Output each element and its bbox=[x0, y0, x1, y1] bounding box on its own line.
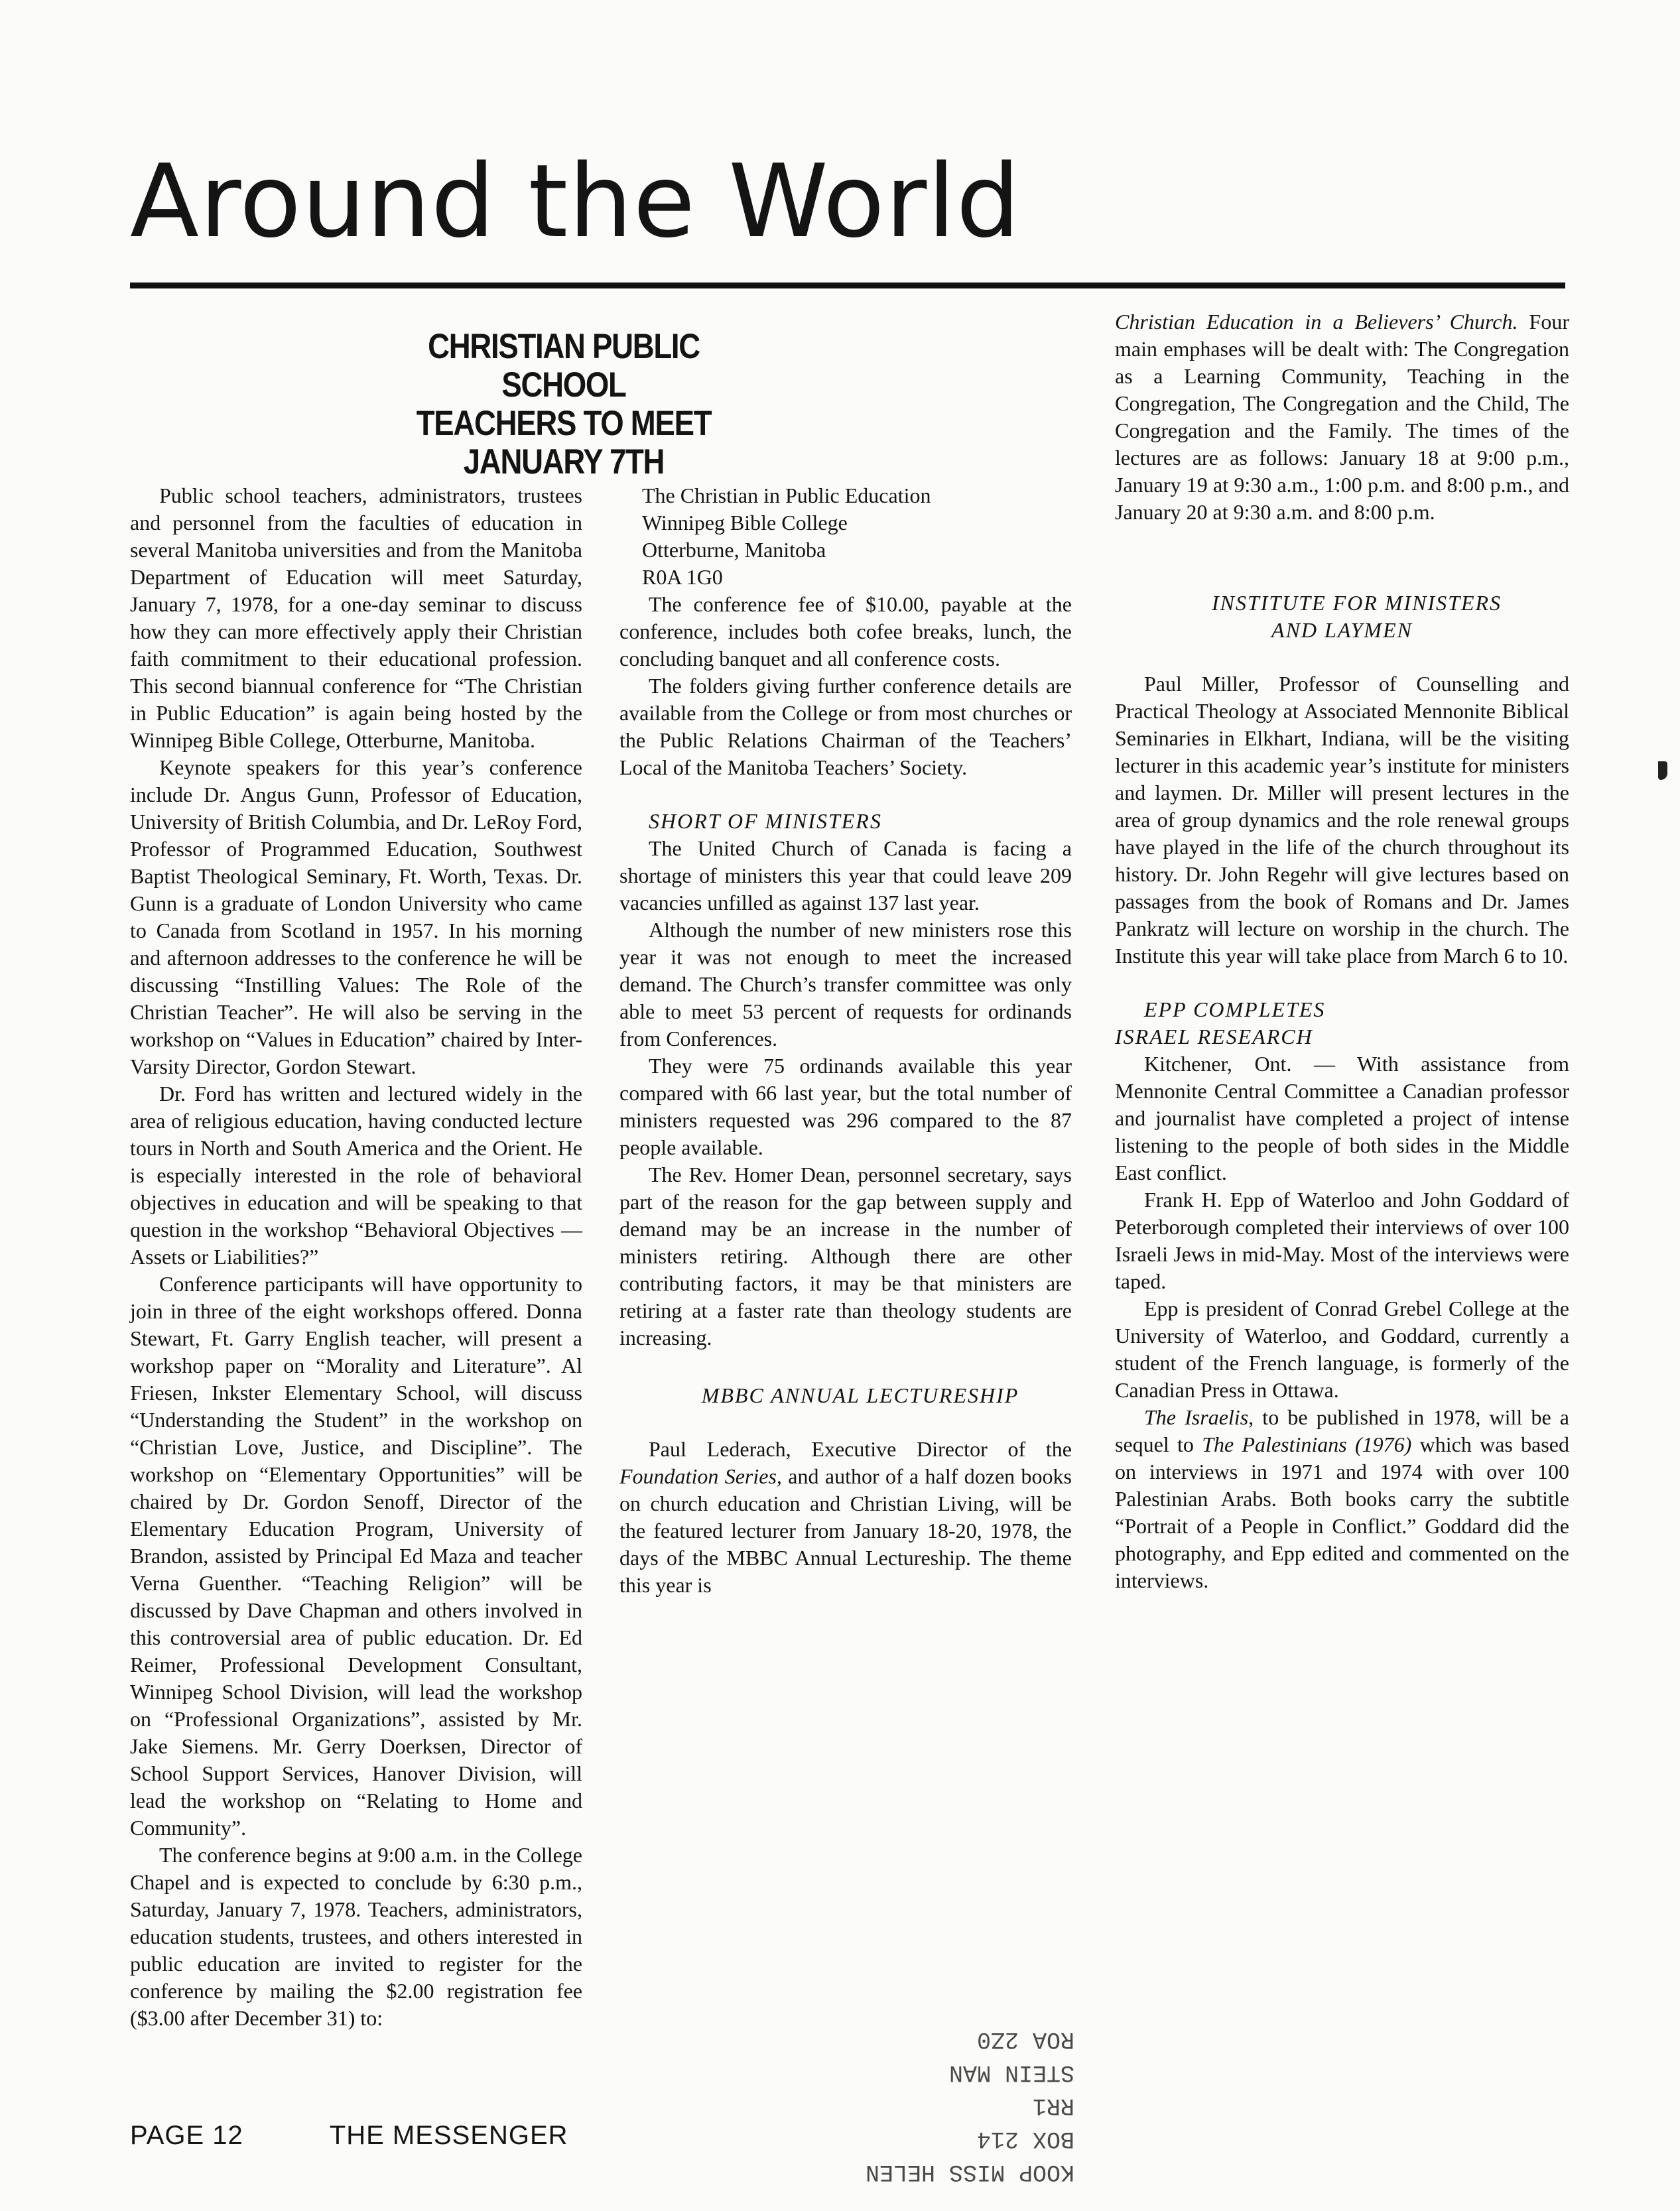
publication-name: THE MESSENGER bbox=[329, 2121, 568, 2150]
paragraph: Although the number of new ministers rose this year it was not enough to meet the increased demand. The Church’s transfer committee was only able to meet 53 percent of requests for ordinands from Conferences. bbox=[619, 918, 1072, 1050]
paragraph: They were 75 ordinands available this year compared with 66 last year, but the total number of ministers requested was 296 compared to the 87 people available. bbox=[619, 1054, 1072, 1159]
subhead-line: ISRAEL RESEARCH bbox=[1115, 1025, 1313, 1048]
address-line: Otterburne, Manitoba bbox=[642, 538, 826, 562]
text-run: Paul Lederach, Executive Director of the bbox=[649, 1437, 1072, 1461]
italic-theme: Christian Education in a Believers’ Church. bbox=[1115, 310, 1518, 334]
address-line: R0A 1G0 bbox=[642, 565, 723, 589]
address-line: The Christian in Public Education bbox=[642, 483, 931, 507]
paragraph: Conference participants will have opportunity to join in three of the eight workshops offered. Donna Stewart, Ft. Garry English teacher, will present a workshop paper on “Morality and Literature”. Al Friesen, Inkster Elementary School, will discuss “Understanding the Student” in the workshop on “Christian Love, Justice, and Discipline”. The workshop on “Elementary Opportunities” will be chaired by Dr. Gordon Senoff, Director of the Elementary Education Program, University of Brandon, assisted by Principal Ed Maza and teacher Verna Guenther. “Teaching Religion” will be discussed by Dave Chapman and others involved in this controversial area of public education. Dr. Ed Reimer, Professional Development Consultant, Winnipeg School Division, will lead the workshop on “Professional Organizations”, assisted by Mr. Jake Siemens. Mr. Gerry Doerksen, Director of School Support Services, Hanover Division, will lead the workshop on “Relating to Home and Community”. bbox=[130, 1272, 582, 1840]
column-2 bbox=[619, 482, 1072, 1599]
address-line: Winnipeg Bible College bbox=[642, 511, 848, 535]
stamp-line: ROA 2Z0 bbox=[976, 2026, 1074, 2053]
column-1 bbox=[130, 482, 582, 2032]
edge-speck bbox=[1658, 761, 1667, 780]
stamp-line: KOOP MISS HELEN bbox=[865, 2159, 1074, 2185]
paragraph: Keynote speakers for this year’s conference include Dr. Angus Gunn, Professor of Education, University of British Columbia, and Dr. LeRoy Ford, Professor of Programmed Education, Southwest Baptist Theological Seminary, Ft. Worth, Texas. Dr. Gunn is a graduate of London University who came to Canada from Scotland in 1957. In his morning and afternoon addresses to the conference he will be discussing “Instilling Values: The Role of the Christian Teacher”. He will also be serving in the workshop on “Values in Education” chaired by Inter-Varsity Director, Gordon Stewart. bbox=[130, 755, 582, 1078]
text-run: to be published in 1978, will be a sequel to bbox=[1115, 1405, 1570, 1456]
address-stamp bbox=[796, 2023, 1074, 2188]
paragraph bbox=[1115, 1404, 1569, 1594]
paragraph: Frank H. Epp of Waterloo and John Goddard of Peterborough completed their interviews of over 100 Israeli Jews in mid-May. Most of the interviews were taped. bbox=[1115, 1188, 1569, 1293]
italic-title: Foundation Series, bbox=[619, 1464, 782, 1488]
paragraph bbox=[619, 1436, 1072, 1599]
subhead-line: EPP COMPLETES bbox=[1144, 997, 1326, 1021]
subhead-line: INSTITUTE FOR MINISTERS bbox=[1211, 591, 1502, 615]
stamp-line: STEIN MAN bbox=[948, 2059, 1074, 2086]
subhead-mbbc-lectureship: MBBC ANNUAL LECTURESHIP bbox=[701, 1383, 1019, 1407]
page-footer bbox=[130, 2121, 568, 2151]
paragraph-continued bbox=[1115, 308, 1569, 526]
paragraph: Dr. Ford has written and lectured widely in the area of religious education, having conducted lecture tours in North and South America and the Orient. He is especially interested in the role of behavioral objectives in education and will be speaking to that question in the workshop “Behavioral Objectives — Assets or Liabilities?” bbox=[130, 1082, 582, 1269]
paragraph: Epp is president of Conrad Grebel College at the University of Waterloo, and Goddard, currently a student of the French language, is formerly of the Canadian Press in Ottawa. bbox=[1115, 1296, 1569, 1402]
paragraph: Public school teachers, administrators, trustees and personnel from the faculties of education in several Manitoba universities and from the Manitoba Department of Education will meet Saturday, January 7, 1978, for a one-day seminar to discuss how they can more effectively apply their Christian faith commitment to their educational profession. This second biannual conference for “The Christian in Public Education” is again being hosted by the Winnipeg Bible College, Otterburne, Manitoba. bbox=[130, 483, 582, 752]
subhead-epp-completes bbox=[1115, 996, 1569, 1050]
italic-title: The Israelis, bbox=[1144, 1405, 1254, 1429]
paragraph: Kitchener, Ont. — With assistance from Mennonite Central Committee a Canadian professor and journalist have completed a project of intense listening to the people of both sides in the Middle East conflict. bbox=[1115, 1052, 1569, 1184]
paragraph: The United Church of Canada is facing a shortage of ministers this year that could leave 209 vacancies unfilled as against 137 last year. bbox=[619, 836, 1072, 915]
headline-line-1: CHRISTIAN PUBLIC SCHOOL bbox=[428, 327, 700, 405]
article-headline bbox=[364, 328, 763, 481]
paragraph: The conference fee of $10.00, payable at the conference, includes both cofee breaks, lunch, the concluding banquet and all conference costs. bbox=[619, 592, 1072, 670]
title-rule bbox=[130, 283, 1565, 288]
subhead-line: AND LAYMEN bbox=[1271, 618, 1413, 642]
paragraph: The conference begins at 9:00 a.m. in the College Chapel and is expected to conclude by 6:30 p.m., Saturday, January 7, 1978. Teachers, administrators, education students, trustees, and others interested in public education are invited to register for the conference by mailing the $2.00 registration fee ($3.00 after December 31) to: bbox=[130, 1843, 582, 2030]
text-run: which was based on interviews in 1971 and 1974 with over 100 Palestinian Arabs. Both books carry the subtitle “Portrait of a People in Conflict.” Goddard did the photography, and Epp edited and commented on the interviews. bbox=[1115, 1432, 1570, 1592]
italic-title: The Palestinians (1976) bbox=[1202, 1432, 1412, 1456]
subhead-institute bbox=[1115, 590, 1569, 644]
headline-line-3: JANUARY 7TH bbox=[463, 442, 665, 481]
stamp-line: RR1 bbox=[1032, 2092, 1074, 2119]
text-run: Four main emphases will be dealt with: The Congregation as a Learning Community, Teaching in the Congregation, The Congregation and the Child, The Congregation and the Family. The times of the lectures are as follows: January 18 at 9:00 p.m., January 19 at 9:30 a.m., 1:00 p.m. and 8:00 p.m., and January 20 at 9:30 a.m. and 8:00 p.m. bbox=[1115, 310, 1570, 524]
text-run: and author of a half dozen books on church education and Christian Living, will be the featured lecturer from January 18-20, 1978, the days of the MBBC Annual Lectureship. The theme this year is bbox=[619, 1464, 1072, 1597]
paragraph: The folders giving further conference details are available from the College or from most churches or the Public Relations Chairman of the Teachers’ Local of the Manitoba Teachers’ Society. bbox=[619, 674, 1072, 779]
stamp-line: BOX 214 bbox=[976, 2125, 1074, 2152]
column-3 bbox=[1115, 308, 1569, 1594]
section-title: Around the World bbox=[130, 143, 1021, 260]
paragraph: Paul Miller, Professor of Counselling and Practical Theology at Associated Mennonite Biblical Seminaries in Elkhart, Indiana, will be the visiting lecturer in this academic year’s institute for ministers and laymen. Dr. Miller will present lectures in the area of group dynamics and the role renewal groups have played in the life of the church throughout its history. Dr. John Regehr will give lectures based on passages from the book of Romans and Dr. James Pankratz will lecture on worship in the church. The Institute this year will take place from March 6 to 10. bbox=[1115, 672, 1569, 968]
paragraph: The Rev. Homer Dean, personnel secretary, says part of the reason for the gap between supply and demand may be an increase in the number of ministers retiring. Although there are other contributing factors, it may be that ministers are retiring at a faster rate than theology students are increasing. bbox=[619, 1163, 1072, 1350]
mailing-address bbox=[619, 482, 1072, 591]
subhead-short-of-ministers: SHORT OF MINISTERS bbox=[649, 809, 882, 833]
headline-line-2: TEACHERS TO MEET bbox=[416, 404, 712, 443]
page-number: PAGE 12 bbox=[130, 2121, 243, 2150]
